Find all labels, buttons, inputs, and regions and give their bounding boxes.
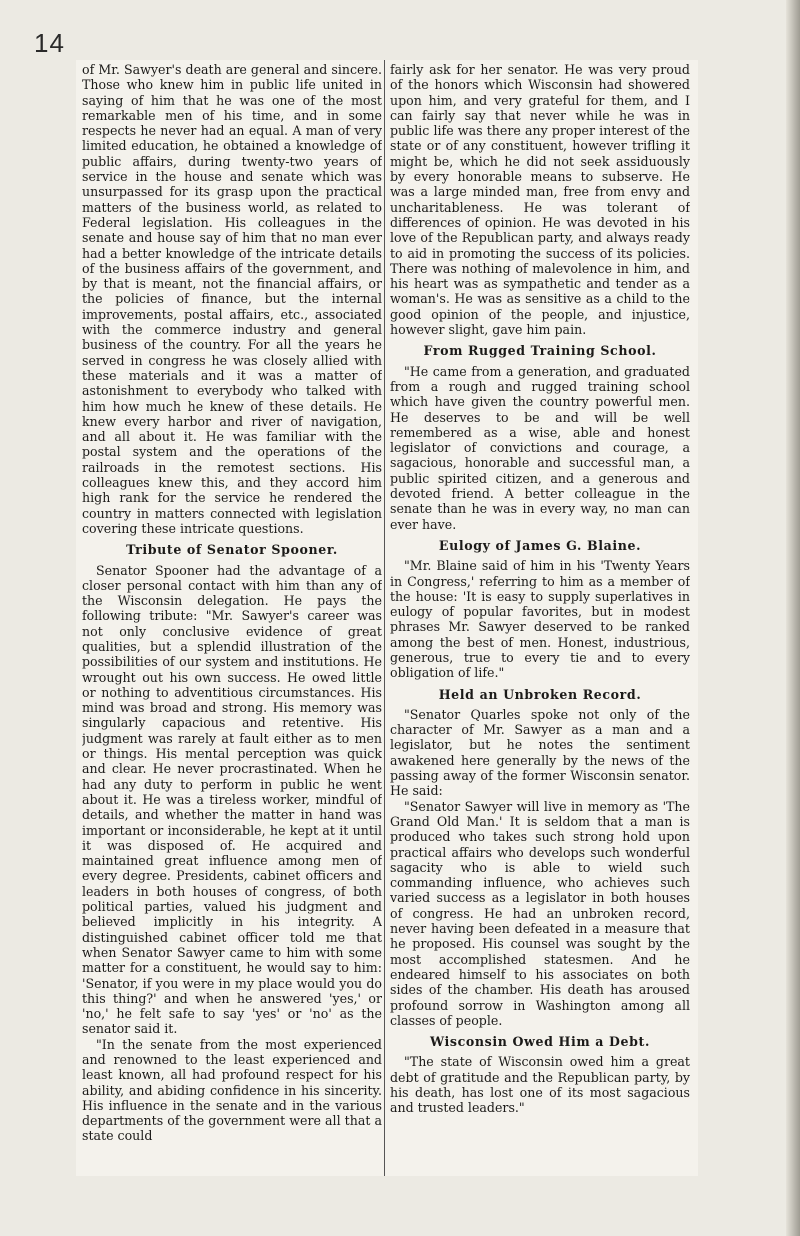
article-paragraph: "Senator Sawyer will live in memory as 'The Grand Old Man.' It is seldom that a man is produced who takes such strong hold upon practical affairs who develops such wonderful sagacity who is able to wield such commanding influence, who achieves such varied success as a legislator in both houses of congress. He had an unbroken record, never having been defeated in a measure that he proposed. His counsel was sought by the most accomplished statesmen. And he endeared himself to his associates on both sides of the chamber. His death has aroused profound sorrow in Washington among all classes of people. [390,798,690,1028]
article-paragraph: Senator Spooner had the advantage of a closer personal contact with him than any of the Wisconsin delegation. He pays the following tribute: "Mr. Sawyer's career was not only conclusive evidence of great qualities, but a splendid illustration of the possibilities of our system and institutions. He wrought out his own success. He owed little or nothing to adventitious circumstances. His mind was broad and strong. His memory was singularly capacious and retentive. His judgment was rarely at fault either as to men or things. His mental perception was quick and clear. He never procrastinated. When he had any duty to perform in public he went about it. He was a tireless worker, mindful of details, and whether the matter in hand was important or inconsiderable, he kept at it until it was disposed of. He acquired and maintained great influence among men of every degree. Presidents, cabinet officers and leaders in both houses of congress, of both political parties, valued his judgment and believed implicitly in his integrity. A distinguished cabinet officer told me that when Senator Sawyer came to him with some matter for a constituent, he would say to him: 'Senator, if you were in my place would you do this thing?' and when he answered 'yes,' or 'no,' he felt safe to say 'yes' or 'no' as the senator said it. [82,562,382,1037]
article-paragraph: "In the senate from the most experienced and renowned to the least experienced and least known, all had profound respect for his ability, and abiding confidence in his sincerity. His influence in the senate and in the various departments of the government were all that a state could [82,1036,382,1144]
article-paragraph: fairly ask for her senator. He was very proud of the honors which Wisconsin had showered upon him, and very grateful for them, and I can fairly say that never while he was in public life was there any proper interest of the state or of any constituent, however trifling it might be, which he did not seek assiduously by every honorable means to subserve. He was a large minded man, free from envy and uncharitableness. He was tolerant of differences of opinion. He was devoted in his love of the Republican party, and always ready to aid in promoting the success of its policies. There was nothing of malevolence in him, and his heart was as sympathetic and tender as a woman's. He was as sensitive as a child to the good opinion of the people, and injustice, however slight, gave him pain. [390,62,690,338]
section-heading: Eulogy of James G. Blaine. [438,537,642,553]
newspaper-clipping [76,60,698,1176]
right-column [390,62,690,1172]
article-paragraph: "The state of Wisconsin owed him a great debt of gratitude and the Republican party, by his death, has lost one of its most sagacious and trusted leaders." [390,1054,690,1116]
article-paragraph: "Senator Quarles spoke not only of the character of Mr. Sawyer as a man and a legislator, but he notes the sentiment awakened here generally by the news of the passing away of the former Wisconsin senator. He said: [390,706,690,799]
article-paragraph: "Mr. Blaine said of him in his 'Twenty Years in Congress,' referring to him as a member of the house: 'It is easy to supply superlatives in eulogy of popular favorites, but in modest phrases Mr. Sawyer deserved to be ranked among the best of men. Honest, industrious, generous, true to every tie and to every obligation of life." [390,558,690,681]
left-column [82,62,382,1172]
section-heading: Tribute of Senator Spooner. [126,542,338,558]
page-number: 14 [34,28,65,58]
section-heading: From Rugged Training School. [423,343,657,359]
article-paragraph: "He came from a generation, and graduated from a rough and rugged training school which have given the country powerful men. He deserves to be and will be well remembered as a wise, able and honest legislator of convictions and courage, a sagacious, honorable and successful man, a public spirited citizen, and a generous and devoted friend. A better colleague in the senate than he was in every way, no man can ever have. [390,363,690,532]
section-heading: Wisconsin Owed Him a Debt. [430,1034,650,1050]
section-heading: Held an Unbroken Record. [438,686,642,702]
column-divider [384,60,385,1176]
page-edge-shadow [786,0,800,1236]
article-paragraph: of Mr. Sawyer's death are general and sincere. Those who knew him in public life united in saying of him that he was one of the most remarkable men of his time, and in some respects he never had an equal. A man of very limited education, he obtained a knowledge of public affairs, during twenty-two years of service in the house and senate which was unsurpassed for its grasp upon the practical matters of the business world, as related to Federal legislation. His colleagues in the senate and house say of him that no man ever had a better knowledge of the intricate details of the business affairs of the government, and by that is meant, not the financial affairs, or the policies of finance, but the internal improvements, postal affairs, etc., associated with the commerce industry and general business of the country. For all the years he served in congress he was closely allied with these materials and it was a matter of astonishment to everybody who talked with him how much he knew of these details. He knew every harbor and river of navigation, and all about it. He was familiar with the postal system and the operations of the railroads in the remotest sections. His colleagues knew this, and they accord him high rank for the service he rendered the country in matters connected with legislation covering these intricate questions. [82,62,382,536]
